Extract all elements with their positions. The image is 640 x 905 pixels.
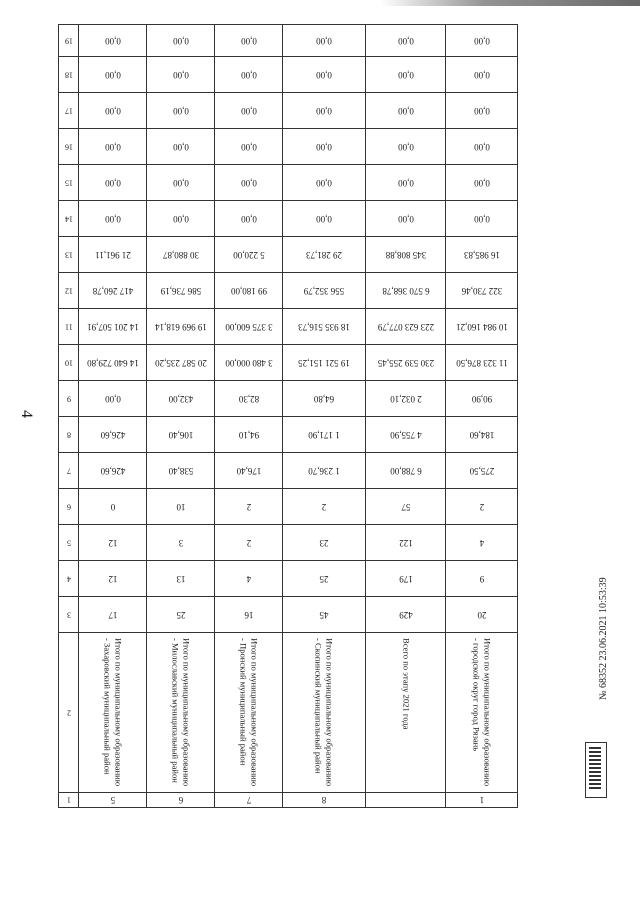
cell-value: 417 260,78 [92, 285, 133, 296]
cell-value: 0,00 [397, 141, 414, 152]
value-cell [283, 273, 366, 309]
table-row [59, 381, 518, 417]
value-cell [215, 129, 283, 165]
table-row [59, 273, 518, 309]
cell-value: 4 [479, 537, 484, 548]
value-cell [79, 381, 147, 417]
cell-value: 0,00 [316, 177, 332, 188]
value-cell [446, 273, 518, 309]
value-cell [147, 453, 215, 489]
value-cell [79, 57, 147, 93]
value-cell [283, 129, 366, 165]
cell-value: 0,00 [172, 213, 189, 224]
value-cell [366, 57, 446, 93]
cell-value: 3 [178, 537, 183, 548]
cell-value: 0,00 [104, 213, 121, 224]
table-row [59, 93, 518, 129]
cell-value: 0,00 [172, 35, 189, 46]
value-cell [366, 201, 446, 237]
column-number: 5 [66, 538, 71, 547]
value-cell [215, 561, 283, 597]
cell-value: 19 521 151,25 [298, 357, 350, 368]
cell-value: 0,00 [104, 177, 121, 188]
value-cell [147, 93, 215, 129]
cell-value: 275,50 [469, 465, 494, 476]
scan-artifact [380, 0, 640, 6]
cell-value: 57 [401, 501, 410, 512]
value-cell [283, 309, 366, 345]
cell-value: 99 180,00 [230, 285, 267, 296]
value-cell [215, 57, 283, 93]
cell-value: 0,00 [316, 213, 332, 224]
cell-value: 12 [108, 573, 117, 584]
cell-value: 0,00 [316, 141, 332, 152]
value-cell [79, 309, 147, 345]
value-cell [215, 525, 283, 561]
cell-value: 322 730,46 [461, 285, 502, 296]
column-number: 15 [64, 178, 73, 187]
cell-value: 0 [110, 501, 115, 512]
value-cell [283, 93, 366, 129]
value-cell [147, 273, 215, 309]
cell-value: 2 [321, 501, 327, 512]
value-cell [79, 201, 147, 237]
value-cell [215, 793, 283, 808]
table-row [59, 129, 518, 165]
row-name: Итого по муниципальному образованию - Скопинский муниципальный район [314, 637, 335, 786]
cell-value: 25 [176, 609, 185, 620]
data-table [58, 24, 518, 808]
cell-value: 345 808,88 [385, 249, 426, 260]
value-cell [283, 793, 366, 808]
row-number: 8 [321, 795, 327, 805]
column-number-cell [59, 525, 79, 561]
cell-value: 23 [319, 537, 329, 548]
page-number: 4 [18, 410, 35, 418]
cell-value: 3 480 000,00 [224, 357, 273, 368]
column-number: 6 [66, 502, 71, 511]
cell-value: 6 570 368,78 [381, 285, 430, 296]
value-cell [446, 453, 518, 489]
cell-value: 14 201 507,91 [86, 321, 139, 332]
table-row [59, 237, 518, 273]
value-cell [215, 417, 283, 453]
value-cell [366, 165, 446, 201]
barcode-stamp [585, 742, 607, 798]
cell-value: 14 640 729,80 [86, 357, 139, 368]
cell-value: 0,00 [397, 105, 414, 116]
table-row [59, 793, 518, 808]
value-cell [446, 597, 518, 633]
cell-value: 122 [398, 537, 413, 548]
cell-value: 0,00 [172, 177, 189, 188]
value-cell [147, 165, 215, 201]
column-number: 3 [66, 610, 71, 619]
cell-value: 223 623 077,79 [377, 321, 434, 332]
value-cell [366, 25, 446, 57]
value-cell [215, 165, 283, 201]
cell-value: 10 [176, 501, 185, 512]
column-number-cell [59, 345, 79, 381]
column-number-cell [59, 57, 79, 93]
cell-value: 0,00 [473, 141, 490, 152]
column-number-cell [59, 129, 79, 165]
column-number: 1 [66, 795, 71, 805]
value-cell [366, 525, 446, 561]
cell-value: 0,00 [473, 177, 490, 188]
value-cell [147, 201, 215, 237]
value-cell [446, 561, 518, 597]
value-cell [283, 453, 366, 489]
value-cell [215, 93, 283, 129]
value-cell [147, 381, 215, 417]
cell-value: 4 [246, 573, 251, 584]
value-cell [147, 597, 215, 633]
row-name-cell [446, 633, 518, 793]
column-number-cell [59, 201, 79, 237]
value-cell [215, 25, 283, 57]
cell-value: 16 [244, 609, 253, 620]
cell-value: 0,00 [240, 213, 257, 224]
column-number: 16 [64, 142, 73, 151]
value-cell [283, 489, 366, 525]
table-row [59, 309, 518, 345]
cell-value: 17 [108, 609, 117, 620]
column-number-cell [59, 165, 79, 201]
value-cell [79, 345, 147, 381]
cell-value: 0,00 [104, 105, 121, 116]
cell-value: 230 539 255,45 [377, 357, 434, 368]
value-cell [147, 237, 215, 273]
cell-value: 0,00 [104, 393, 121, 404]
column-number: 19 [64, 36, 73, 45]
table-row [59, 165, 518, 201]
row-name: Итого по муниципальному образованию - городской округ город Рязань [471, 637, 492, 786]
row-name-cell [283, 633, 366, 793]
value-cell [366, 273, 446, 309]
cell-value: 429 [398, 609, 413, 620]
value-cell [79, 25, 147, 57]
row-number: 5 [110, 795, 115, 805]
value-cell [446, 93, 518, 129]
value-cell [147, 561, 215, 597]
value-cell [283, 561, 366, 597]
row-number: 6 [178, 795, 183, 805]
cell-value: 18 935 516,73 [298, 321, 350, 332]
cell-value: 0,00 [397, 35, 414, 46]
value-cell [283, 57, 366, 93]
value-cell [366, 129, 446, 165]
value-cell [215, 489, 283, 525]
cell-value: 4 755,90 [389, 429, 422, 440]
value-cell [215, 453, 283, 489]
cell-value: 0,00 [473, 213, 490, 224]
value-cell [147, 793, 215, 808]
value-cell [366, 453, 446, 489]
value-cell [283, 381, 366, 417]
value-cell [446, 165, 518, 201]
cell-value: 30 880,87 [162, 249, 199, 260]
cell-value: 1 171,90 [308, 429, 340, 440]
value-cell [215, 273, 283, 309]
value-cell [446, 25, 518, 57]
cell-value: 0,00 [473, 105, 490, 116]
value-cell [79, 793, 147, 808]
cell-value: 0,00 [240, 105, 257, 116]
cell-value: 179 [398, 573, 413, 584]
table-row [59, 201, 518, 237]
column-number-cell [59, 453, 79, 489]
cell-value: 0,00 [473, 69, 490, 80]
value-cell [366, 793, 446, 808]
cell-value: 20 [477, 609, 486, 620]
value-cell [366, 93, 446, 129]
row-name: Итого по муниципальному образованию - Пронский муниципальный район [238, 637, 259, 786]
value-cell [446, 129, 518, 165]
value-cell [79, 93, 147, 129]
value-cell [215, 597, 283, 633]
cell-value: 2 [246, 537, 251, 548]
value-cell [147, 129, 215, 165]
cell-value: 426,60 [100, 429, 125, 440]
column-number-cell [59, 597, 79, 633]
value-cell [446, 381, 518, 417]
value-cell [147, 525, 215, 561]
table-row [59, 25, 518, 57]
column-number-cell [59, 273, 79, 309]
value-cell [79, 525, 147, 561]
value-cell [79, 597, 147, 633]
value-cell [366, 309, 446, 345]
value-cell [366, 345, 446, 381]
cell-value: 0,00 [104, 35, 121, 46]
value-cell [283, 237, 366, 273]
cell-value: 90,90 [471, 393, 492, 404]
value-cell [79, 129, 147, 165]
cell-value: 426,60 [100, 465, 125, 476]
cell-value: 106,40 [168, 429, 193, 440]
value-cell [446, 309, 518, 345]
row-name-cell [366, 633, 446, 793]
value-cell [147, 25, 215, 57]
column-number: 10 [64, 358, 73, 367]
value-cell [147, 417, 215, 453]
cell-value: 9 [479, 573, 484, 584]
value-cell [215, 381, 283, 417]
column-number: 8 [66, 430, 71, 439]
row-name-cell [79, 633, 147, 793]
cell-value: 538,40 [168, 465, 193, 476]
value-cell [147, 57, 215, 93]
cell-value: 10 984 160,21 [455, 321, 508, 332]
value-cell [446, 793, 518, 808]
value-cell [147, 489, 215, 525]
cell-value: 21 961,11 [94, 249, 131, 260]
cell-value: 82,30 [238, 393, 259, 404]
value-cell [147, 345, 215, 381]
cell-value: 19 969 618,14 [154, 321, 207, 332]
cell-value: 0,00 [397, 213, 414, 224]
column-number: 2 [66, 708, 71, 717]
table-row [59, 525, 518, 561]
cell-value: 0,00 [316, 35, 332, 46]
column-number: 17 [64, 106, 73, 115]
cell-value: 0,00 [316, 105, 332, 116]
value-cell [446, 237, 518, 273]
column-number-cell [59, 309, 79, 345]
cell-value: 0,00 [172, 105, 189, 116]
value-cell [79, 165, 147, 201]
document-footer: № 68352 23.06.2021 10:53:39 [598, 577, 609, 700]
table-row [59, 57, 518, 93]
value-cell [79, 489, 147, 525]
cell-value: 0,00 [397, 69, 414, 80]
table-row [59, 417, 518, 453]
value-cell [446, 489, 518, 525]
cell-value: 0,00 [172, 141, 189, 152]
cell-value: 3 375 600,00 [224, 321, 273, 332]
cell-value: 0,00 [240, 141, 257, 152]
cell-value: 432,00 [168, 393, 193, 404]
column-number: 9 [66, 394, 71, 403]
table-row [59, 633, 518, 793]
cell-value: 12 [108, 537, 117, 548]
value-cell [215, 345, 283, 381]
cell-value: 64,80 [313, 393, 335, 404]
column-number-cell [59, 25, 79, 57]
value-cell [283, 165, 366, 201]
value-cell [79, 417, 147, 453]
cell-value: 6 788,00 [389, 465, 422, 476]
column-number: 12 [64, 286, 73, 295]
cell-value: 25 [319, 573, 329, 584]
column-number: 11 [64, 322, 73, 331]
cell-value: 1 236,70 [308, 465, 340, 476]
table-row [59, 561, 518, 597]
value-cell [79, 237, 147, 273]
value-cell [215, 309, 283, 345]
cell-value: 0,00 [316, 69, 332, 80]
cell-value: 94,10 [238, 429, 259, 440]
value-cell [366, 381, 446, 417]
column-number-cell [59, 237, 79, 273]
value-cell [283, 417, 366, 453]
cell-value: 0,00 [104, 69, 121, 80]
row-name-cell [215, 633, 283, 793]
row-name: Итого по муниципальному образованию - Милославский муниципальный район [170, 637, 191, 786]
value-cell [446, 417, 518, 453]
table-row [59, 597, 518, 633]
cell-value: 5 220,00 [232, 249, 265, 260]
table-row [59, 345, 518, 381]
value-cell [283, 597, 366, 633]
value-cell [283, 525, 366, 561]
cell-value: 0,00 [397, 177, 414, 188]
cell-value: 2 032,10 [389, 393, 422, 404]
value-cell [366, 561, 446, 597]
column-number-cell [59, 793, 79, 808]
cell-value: 45 [319, 609, 329, 620]
cell-value: 29 281,73 [306, 249, 342, 260]
value-cell [283, 25, 366, 57]
value-cell [79, 561, 147, 597]
value-cell [147, 309, 215, 345]
row-number: 7 [246, 795, 251, 805]
column-number-cell [59, 381, 79, 417]
value-cell [366, 489, 446, 525]
cell-value: 0,00 [104, 141, 121, 152]
value-cell [215, 237, 283, 273]
cell-value: 0,00 [172, 69, 189, 80]
row-name-cell [147, 633, 215, 793]
column-number: 13 [64, 250, 73, 259]
row-name: Итого по муниципальному образованию - Захаровский муниципальный район [102, 637, 123, 786]
value-cell [79, 273, 147, 309]
column-number: 14 [64, 214, 73, 223]
column-number-cell [59, 489, 79, 525]
cell-value: 586 736,19 [160, 285, 201, 296]
column-number-cell [59, 561, 79, 597]
row-name: Всего по этапу 2021 года [400, 637, 411, 729]
value-cell [446, 525, 518, 561]
column-number-cell [59, 417, 79, 453]
value-cell [366, 237, 446, 273]
value-cell [366, 417, 446, 453]
value-cell [283, 201, 366, 237]
value-cell [283, 345, 366, 381]
column-number-cell [59, 93, 79, 129]
cell-value: 11 323 876,50 [455, 357, 508, 368]
value-cell [79, 453, 147, 489]
cell-value: 176,40 [236, 465, 261, 476]
cell-value: 16 985,83 [463, 249, 500, 260]
table-row [59, 489, 518, 525]
cell-value: 0,00 [473, 35, 490, 46]
value-cell [215, 201, 283, 237]
cell-value: 20 587 235,20 [154, 357, 207, 368]
column-number: 4 [66, 574, 71, 583]
data-table-container [58, 24, 517, 805]
cell-value: 13 [176, 573, 185, 584]
column-number: 7 [66, 466, 71, 475]
cell-value: 2 [479, 501, 484, 512]
cell-value: 0,00 [240, 35, 257, 46]
value-cell [446, 345, 518, 381]
column-number: 18 [64, 70, 73, 79]
cell-value: 556 352,79 [303, 285, 345, 296]
cell-value: 184,60 [469, 429, 494, 440]
row-number: 1 [479, 795, 484, 805]
cell-value: 2 [246, 501, 251, 512]
column-number-cell [59, 633, 79, 793]
value-cell [446, 201, 518, 237]
table-row [59, 453, 518, 489]
value-cell [366, 597, 446, 633]
value-cell [446, 57, 518, 93]
cell-value: 0,00 [240, 69, 257, 80]
cell-value: 0,00 [240, 177, 257, 188]
